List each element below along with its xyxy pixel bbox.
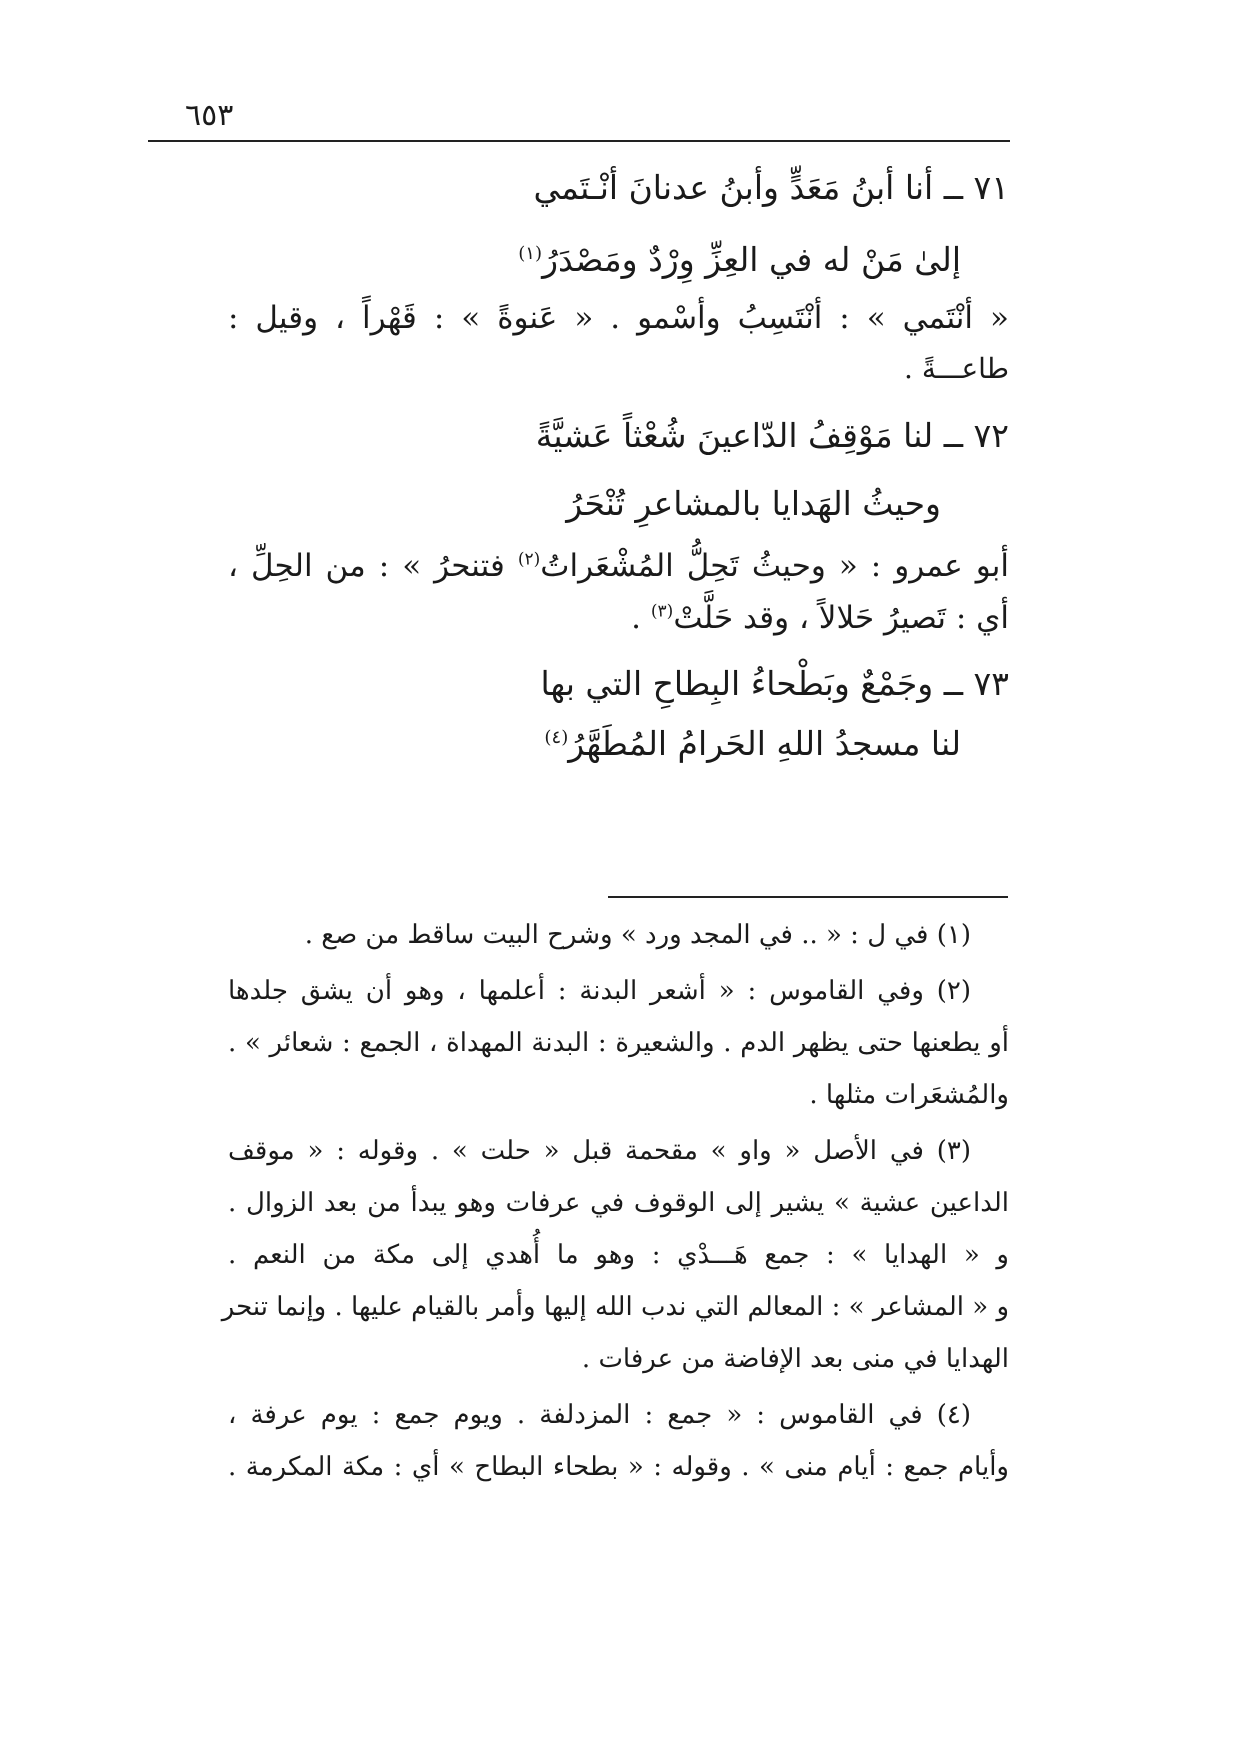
verse-71-second-text: إلىٰ مَنْ له في العِزِّ وِرْدٌ ومَصْدَرُ [542, 240, 961, 279]
header-rule [148, 140, 1010, 142]
commentary-71-line-2: طاعـــةً . [904, 352, 1009, 385]
footnote-2-line-1: (٢) وفي القاموس : « أشعر البدنة : أعلمها ، وهو أن يشق جلدها [228, 976, 971, 1006]
footnote-3-line-3: و « الهدايا » : جمع هَـــدْي : وهو ما أُهدي إلى مكة من النعم . [228, 1240, 1009, 1270]
verse-73-second-text: لنا مسجدُ اللهِ الحَرامُ المُطَهَّرُ [568, 724, 961, 763]
footnote-4-line-1: (٤) في القاموس : « جمع : المزدلفة . ويوم جمع : يوم عرفة ، [228, 1400, 971, 1430]
footnote-1: (١) في ل : « .. في المجد ورد » وشرح البيت ساقط من صع . [304, 920, 971, 950]
footnote-2-line-2: أو يطعنها حتى يظهر الدم . والشعيرة : البدنة المهداة ، الجمع : شعائر » . [228, 1028, 1009, 1058]
footnote-3-line-1: (٣) في الأصل « واو » مقحمة قبل « حلت » . وقوله : « موقف [228, 1136, 971, 1166]
verse-72-first-hemistich: ٧٢ ــ لنا مَوْقِفُ الدّاعينَ شُعْثاً عَشيَّةً [535, 416, 1009, 455]
verse-71-first-hemistich: ٧١ ــ أنا أبنُ مَعَدٍّ وأبنُ عدنانَ أنْـتَمي [533, 168, 1009, 207]
commentary-72-line-2 [228, 600, 1009, 637]
commentary-72-line-1-a: أبو عمرو : « وحيثُ تَحِلُّ المُشْعَراتُ [540, 548, 1009, 584]
footnote-2-line-3: والمُشعَرات مثلها . [809, 1080, 1009, 1110]
commentary-71-line-1: « أنْتَمي » : أنْتَسِبُ وأسْمو . « عَنوةً » : قَهْراً ، وقيل : [228, 300, 1009, 336]
footnote-ref-3: (٣) [650, 601, 674, 622]
verse-73-first-hemistich: ٧٣ ــ وجَمْعٌ وبَطْحاءُ البِطاحِ التي بها [540, 664, 1009, 703]
footnote-4-line-2: وأيام جمع : أيام منى » . وقوله : « بطحاء البطاح » أي : مكة المكرمة . [228, 1452, 1009, 1482]
page-number: ٦٥٣ [185, 98, 234, 133]
footnote-3-line-4: و « المشاعر » : المعالم التي ندب الله إليها وأمر بالقيام عليها . وإنما تنحر [221, 1292, 1009, 1322]
footnote-3-line-2: الداعين عشية » يشير إلى الوقوف في عرفات وهو يبدأ من بعد الزوال . [228, 1188, 1009, 1218]
verse-73-second-hemistich [544, 724, 961, 764]
commentary-72-line-1 [228, 548, 1009, 585]
footnote-3-line-5: الهدايا في منى بعد الإفاضة من عرفات . [581, 1344, 1009, 1374]
verse-71-second-hemistich [518, 240, 961, 280]
footnote-ref-4: (٤) [544, 727, 569, 748]
commentary-72-line-2-a: أي : تَصيرُ حَلالاً ، وقد حَلَّتْ [673, 600, 1009, 636]
footnotes-rule [608, 896, 1008, 898]
footnote-ref-1: (١) [518, 243, 543, 264]
verse-72-second-hemistich: وحيثُ الهَدايا بالمشاعرِ تُنْحَرُ [566, 484, 941, 523]
footnote-ref-2: (٢) [517, 549, 541, 570]
commentary-72-line-2-b: . [631, 600, 651, 636]
commentary-72-line-1-b: فتنحرُ » : من الحِلِّ ، [228, 548, 518, 584]
